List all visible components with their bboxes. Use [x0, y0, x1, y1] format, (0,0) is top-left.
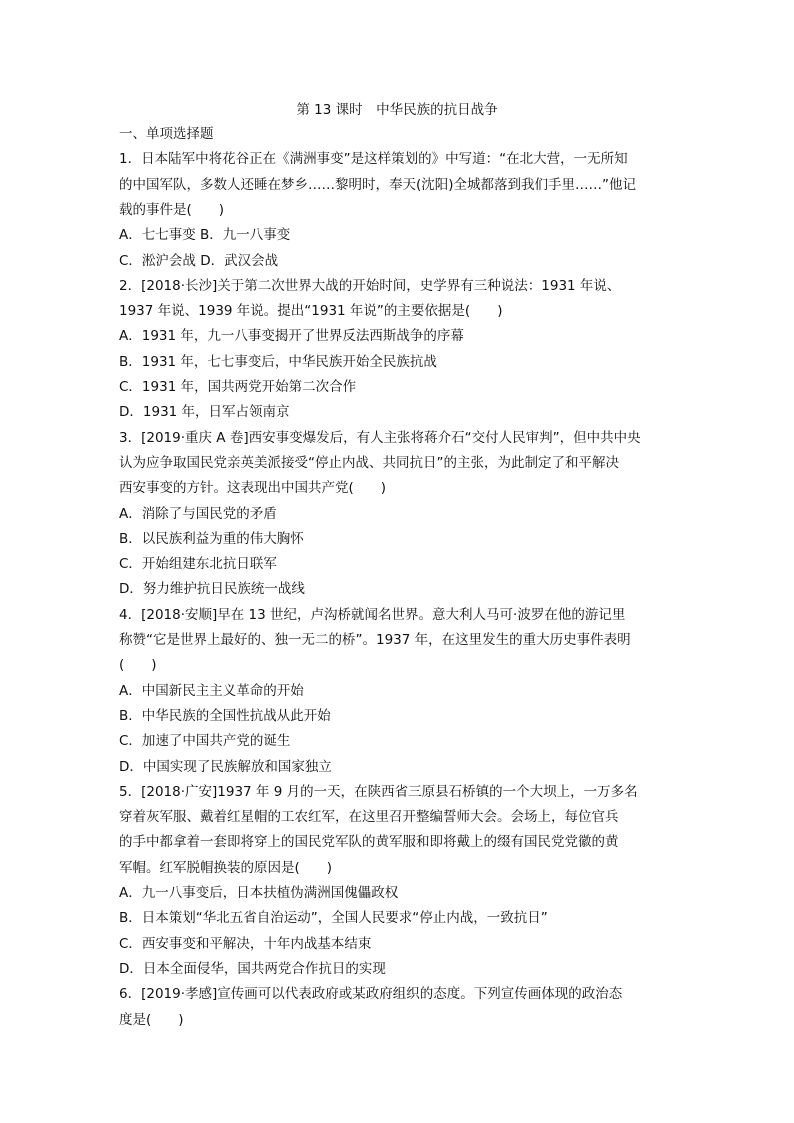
question-stem-line: 度是( ): [119, 1011, 184, 1028]
question-stem-line: 1937 年说、1939 年说。提出“1931 年说”的主要依据是( ): [119, 303, 503, 320]
answer-option: A．1931 年，九一八事变揭开了世界反法西斯战争的序幕: [119, 328, 464, 345]
question-stem-line: 2．[2018·长沙]关于第二次世界大战的开始时间，史学界有三种说法：1931 年说、: [119, 277, 621, 294]
answer-option: B．中华民族的全国性抗战从此开始: [119, 707, 331, 724]
question-stem-line: 穿着灰军服、戴着红星帽的工农红军，在这里召开整编誓师大会。会场上，每位官兵: [119, 809, 619, 826]
question-stem-line: 认为应争取国民党亲英美派接受“停止内战、共同抗日”的主张，为此制定了和平解决: [119, 454, 619, 471]
answer-option: B．1931 年，七七事变后，中华民族开始全民族抗战: [119, 353, 437, 370]
question-stem-line: 6．[2019·孝感]宣传画可以代表政府或某政府组织的态度。下列宣传画体现的政治态: [119, 986, 623, 1003]
question-stem-line: 军帽。红军脱帽换装的原因是( ): [119, 859, 333, 876]
question-stem-line: ( ): [119, 657, 157, 674]
question-stem-line: 1．日本陆军中将花谷正在《满洲事变”是这样策划的》中写道：“在北大营，一无所知: [119, 151, 628, 168]
answer-option: C．加速了中国共产党的诞生: [119, 733, 291, 750]
answer-option: D．努力维护抗日民族统一战线: [119, 581, 305, 598]
section-heading: 一、单项选择题: [119, 126, 214, 142]
answer-option: A．七七事变 B．九一八事变: [119, 227, 291, 244]
answer-option: B．日本策划“华北五省自治运动”，全国人民要求“停止内战，一致抗日”: [119, 910, 548, 927]
question-stem-line: 3．[2019·重庆 A 卷]西安事变爆发后，有人主张将蒋介石“交付人民审判”，但中共中央: [119, 429, 641, 446]
question-stem-line: 的中国军队，多数人还睡在梦乡……黎明时，奉天(沈阳)全城都落到我们手里……”他记: [119, 176, 637, 193]
answer-option: C．西安事变和平解决，十年内战基本结束: [119, 935, 372, 952]
answer-option: C．淞沪会战 D．武汉会战: [119, 252, 279, 269]
answer-option: D．日本全面侵华，国共两党合作抗日的实现: [119, 960, 386, 977]
answer-option: D．中国实现了民族解放和国家独立: [119, 758, 332, 775]
question-stem-line: 称赞“它是世界上最好的、独一无二的桥”。1937 年，在这里发生的重大历史事件表明: [119, 632, 631, 648]
answer-option: C．开始组建东北抗日联军: [119, 556, 277, 573]
question-stem-line: 载的事件是( ): [119, 201, 225, 218]
answer-option: A．九一八事变后，日本扶植伪满洲国傀儡政权: [119, 885, 399, 901]
question-stem-line: 5．[2018·广安]1937 年 9 月的一天，在陕西省三原县石桥镇的一个大坝上，一万多名: [119, 783, 638, 800]
question-stem-line: 4．[2018·安顺]早在 13 世纪，卢沟桥就闻名世界。意大利人马可·波罗在他的游记里: [119, 606, 626, 623]
answer-option: C．1931 年，国共两党开始第二次合作: [119, 379, 357, 395]
answer-option: B．以民族利益为重的伟大胸怀: [119, 530, 304, 547]
answer-option: D．1931 年，日军占领南京: [119, 404, 290, 421]
page-title: 第 13 课时 中华民族的抗日战争: [296, 102, 498, 118]
answer-option: A．消除了与国民党的矛盾: [119, 505, 277, 522]
answer-option: A．中国新民主主义革命的开始: [119, 682, 304, 699]
question-stem-line: 的手中都拿着一套即将穿上的国民党军队的黄军服和即将戴上的缀有国民党党徽的黄: [119, 834, 619, 851]
question-stem-line: 西安事变的方针。这表现出中国共产党( ): [119, 480, 387, 497]
